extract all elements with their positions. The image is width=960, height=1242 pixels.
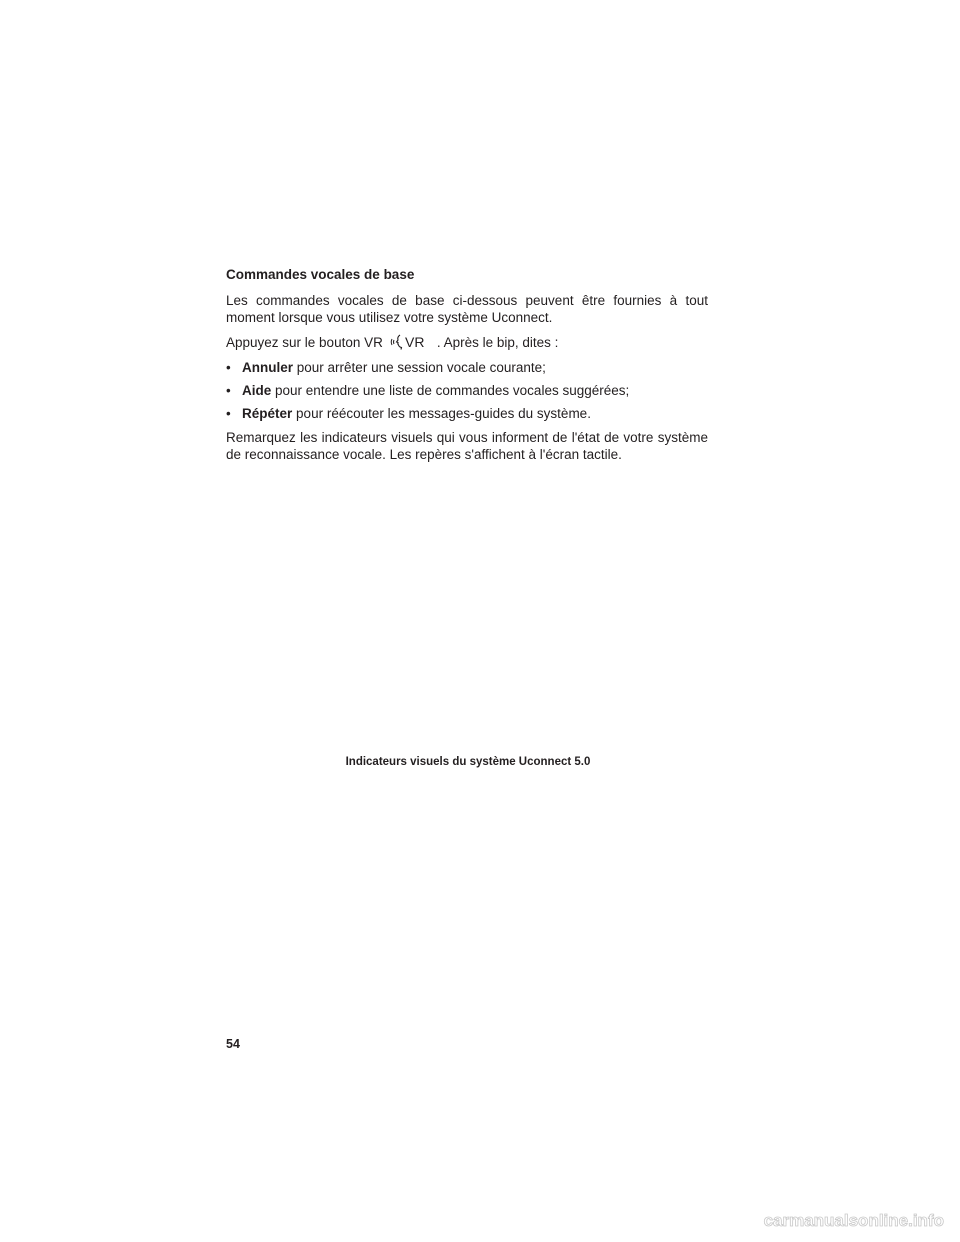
vr-instruction-after: . Après le bip, dites : xyxy=(436,335,559,350)
command-term: Aide xyxy=(242,383,272,398)
figure-caption: Indicateurs visuels du système Uconnect 5.0 xyxy=(345,756,591,768)
bullet-icon: • xyxy=(226,360,231,375)
vr-icon-label: VR xyxy=(404,334,425,350)
section-heading: Commandes vocales de base xyxy=(226,267,415,282)
command-description: pour arrêter une session vocale courante; xyxy=(296,360,546,375)
watermark-text: carmanualsonline.info xyxy=(763,1211,944,1230)
bullet-icon: • xyxy=(226,406,231,421)
watermark xyxy=(726,1206,946,1234)
intro-paragraph: Les commandes vocales de base ci-dessous peuvent être fournies à tout moment lorsque vous utilisez votre système Uconnect. xyxy=(226,293,708,325)
manual-section xyxy=(226,266,708,471)
list-item xyxy=(226,405,708,422)
vr-instruction-before: Appuyez sur le bouton VR xyxy=(226,335,383,350)
command-description: pour réécouter les messages-guides du système. xyxy=(296,406,591,421)
list-item xyxy=(226,382,708,399)
bullet-icon: • xyxy=(226,383,231,398)
page-number: 54 xyxy=(226,1037,240,1051)
voice-recognition-icon xyxy=(389,334,435,350)
list-item xyxy=(226,359,708,376)
vr-instruction xyxy=(226,334,708,351)
command-list xyxy=(226,359,708,422)
command-description: pour entendre une liste de commandes vocales suggérées; xyxy=(275,383,630,398)
watermark-graphic xyxy=(726,1206,946,1234)
command-term: Annuler xyxy=(242,360,294,375)
note-paragraph: Remarquez les indicateurs visuels qui vous informent de l'état de votre système de reconnaissance vocale. Les repères s'affichent à l'écran tactile. xyxy=(226,430,708,462)
command-term: Répéter xyxy=(242,406,293,421)
